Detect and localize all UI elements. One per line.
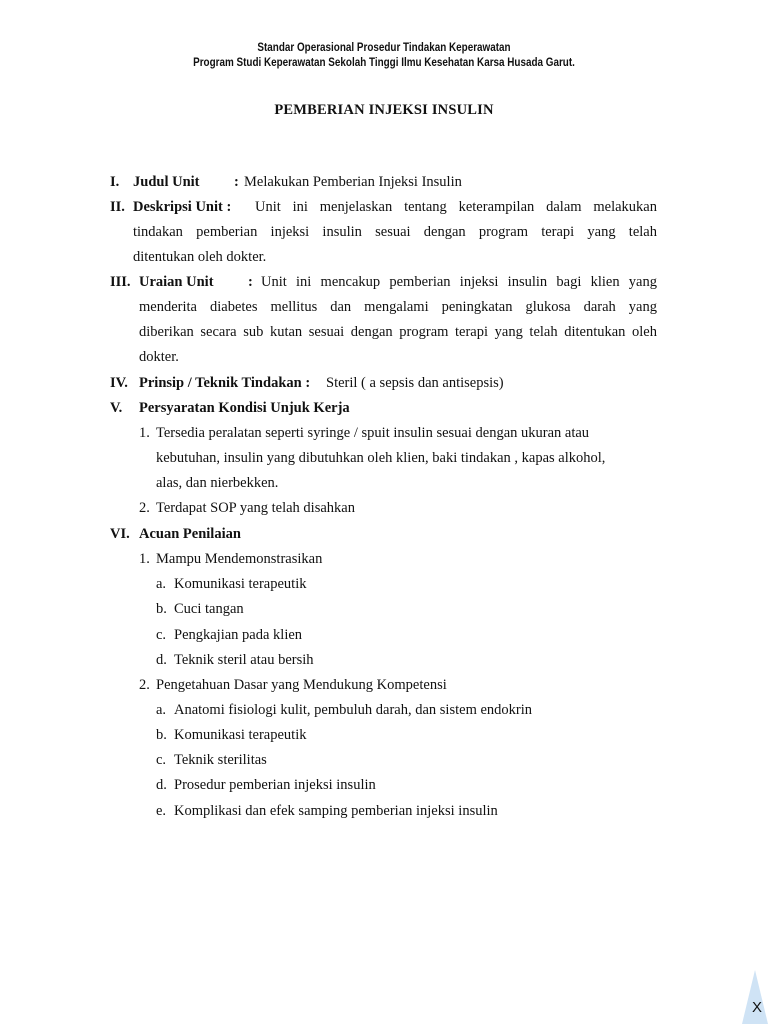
- section-number: V.: [110, 400, 123, 416]
- item-number: 2.: [139, 500, 150, 516]
- sub-item-letter: d.: [156, 652, 167, 668]
- section-text-line: Unit ini mencakup pemberian injeksi insulin bagi klien yang: [261, 274, 657, 290]
- sub-item-letter: c.: [156, 627, 167, 643]
- sub-item-letter: e.: [156, 803, 167, 819]
- section-text-line: dokter.: [139, 349, 179, 365]
- section-number: IV.: [110, 375, 128, 391]
- item-number: 1.: [139, 551, 150, 567]
- sub-item-text: Komunikasi terapeutik: [174, 576, 307, 592]
- item-text-line: kebutuhan, insulin yang dibutuhkan oleh klien, baki tindakan , kapas alkohol,: [156, 450, 606, 466]
- sub-item-text: Teknik sterilitas: [174, 752, 267, 768]
- sub-item-letter: a.: [156, 576, 167, 592]
- sub-item-text: Prosedur pemberian injeksi insulin: [174, 777, 376, 793]
- sub-item-text: Komunikasi terapeutik: [174, 727, 307, 743]
- item-number: 1.: [139, 425, 150, 441]
- section-text-line: tindakan pemberian injeksi insulin sesuai dengan program terapi yang telah: [133, 224, 657, 240]
- section-label: Acuan Penilaian: [139, 526, 241, 542]
- page-corner-close[interactable]: [742, 970, 768, 1024]
- header-line-1: Standar Operasional Prosedur Tindakan Keperawatan: [257, 42, 511, 54]
- section-label: Persyaratan Kondisi Unjuk Kerja: [139, 400, 350, 416]
- sub-item-text: Anatomi fisiologi kulit, pembuluh darah, dan sistem endokrin: [174, 702, 533, 718]
- section-number: II.: [110, 199, 125, 215]
- item-text-line: alas, dan nierbekken.: [156, 475, 279, 491]
- section-label: Prinsip / Teknik Tindakan :: [139, 375, 311, 391]
- close-icon[interactable]: X: [751, 999, 762, 1016]
- section-text: Melakukan Pemberian Injeksi Insulin: [244, 174, 462, 190]
- section-text: Steril ( a sepsis dan antisepsis): [326, 375, 504, 391]
- document-title: PEMBERIAN INJEKSI INSULIN: [274, 102, 494, 118]
- item-text: Pengetahuan Dasar yang Mendukung Kompetensi: [156, 677, 447, 693]
- section-label: Uraian Unit: [139, 274, 214, 290]
- section-colon: :: [248, 274, 253, 290]
- section-label: Judul Unit: [133, 174, 200, 190]
- section-colon: :: [234, 174, 239, 190]
- sub-item-letter: c.: [156, 752, 167, 768]
- section-text-line: Unit ini menjelaskan tentang keterampilan dalam melakukan: [255, 199, 657, 215]
- section-text-line: ditentukan oleh dokter.: [133, 249, 267, 265]
- sub-item-letter: b.: [156, 601, 167, 617]
- sub-item-text: Komplikasi dan efek samping pemberian injeksi insulin: [174, 803, 498, 819]
- sub-item-letter: d.: [156, 777, 167, 793]
- item-text-line: Tersedia peralatan seperti syringe / spuit insulin sesuai dengan ukuran atau: [156, 425, 590, 441]
- sub-item-text: Cuci tangan: [174, 601, 244, 617]
- sub-item-text: Teknik steril atau bersih: [174, 652, 314, 668]
- item-text: Mampu Mendemonstrasikan: [156, 551, 323, 567]
- section-number: VI.: [110, 526, 130, 542]
- item-number: 2.: [139, 677, 150, 693]
- sub-item-text: Pengkajian pada klien: [174, 627, 303, 643]
- section-label: Deskripsi Unit :: [133, 199, 232, 215]
- section-number: III.: [110, 274, 131, 290]
- item-text: Terdapat SOP yang telah disahkan: [156, 500, 355, 516]
- sub-item-letter: a.: [156, 702, 167, 718]
- header-line-2: Program Studi Keperawatan Sekolah Tinggi Ilmu Kesehatan Karsa Husada Garut.: [193, 57, 575, 69]
- section-text-line: diberikan secara sub kutan sesuai dengan program terapi yang telah ditentukan oleh: [139, 324, 657, 340]
- sub-item-letter: b.: [156, 727, 167, 743]
- section-text-line: menderita diabetes mellitus dan mengalami peningkatan glukosa darah yang: [139, 299, 657, 315]
- section-number: I.: [110, 174, 120, 190]
